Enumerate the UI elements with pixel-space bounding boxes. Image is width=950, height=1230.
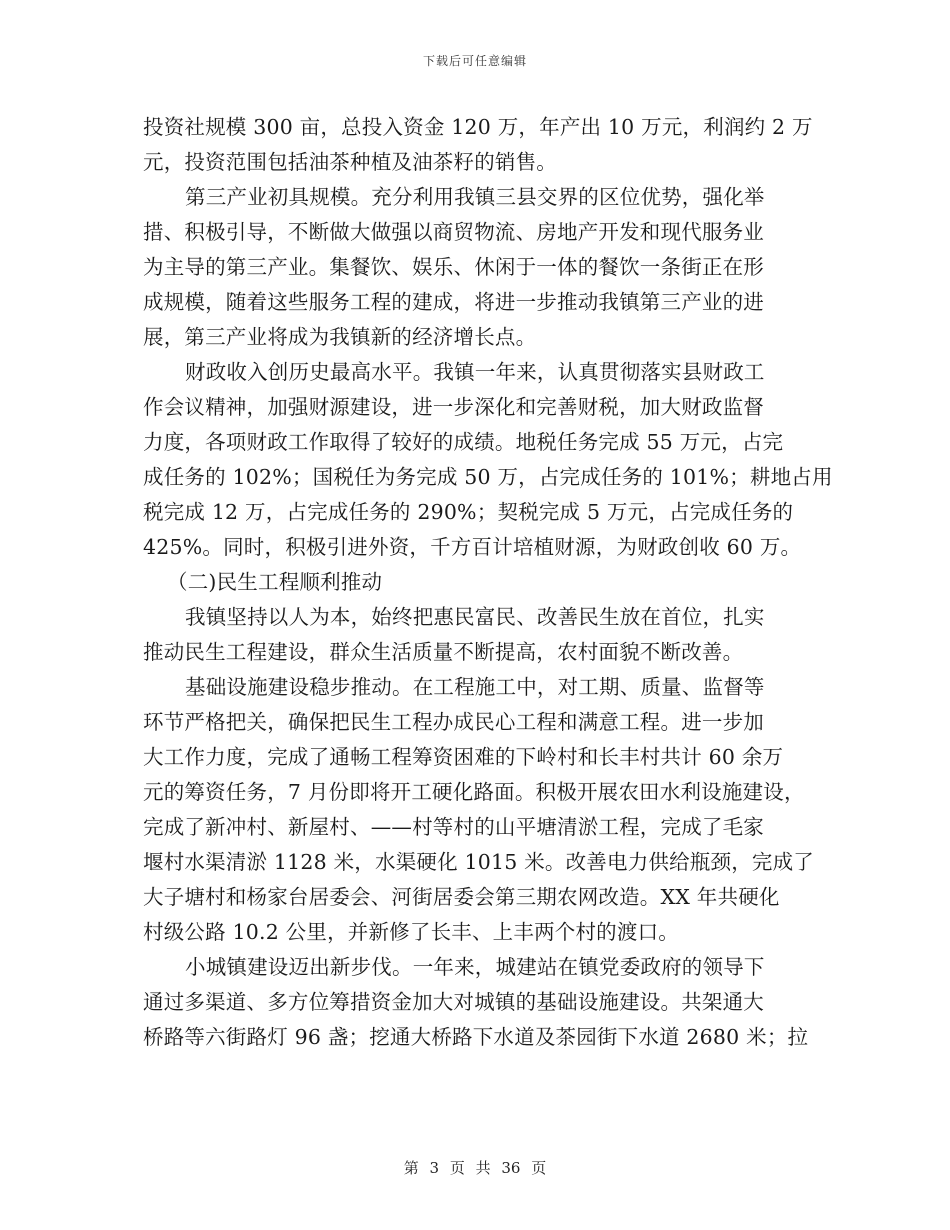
paragraph-start-line: 第三产业初具规模。充分利用我镇三县交界的区位优势，强化举 (185, 185, 765, 209)
text-line: 措、积极引导，不断做大做强以商贸物流、房地产开发和现代服务业 (143, 220, 764, 244)
text-line: 元，投资范围包括油茶种植及油茶籽的销售。 (143, 150, 557, 174)
text-line: 村级公路 10.2 公里，并新修了长丰、上丰两个村的渡口。 (143, 920, 679, 944)
text-line: 作会议精神，加强财源建设，进一步深化和完善财税，加大财政监督 (143, 395, 764, 419)
paragraph-start-line: 小城镇建设迈出新步伐。一年来，城建站在镇党委政府的领导下 (185, 955, 765, 979)
text-line: 元的筹资任务，7 月份即将开工硬化路面。积极开展农田水利设施建设， (143, 780, 805, 804)
text-line: 力度，各项财政工作取得了较好的成绩。地税任务完成 55 万元，占完 (143, 430, 784, 454)
section-heading: （二)民生工程顺利推动 (167, 570, 383, 594)
text-line: 推动民生工程建设，群众生活质量不断提高，农村面貌不断改善。 (143, 640, 744, 664)
text-line: 大子塘村和杨家台居委会、河街居委会第三期农网改造。XX 年共硬化 (143, 885, 780, 909)
text-line: 成规模，随着这些服务工程的建成，将进一步推动我镇第三产业的进 (143, 290, 764, 314)
text-line: 展，第三产业将成为我镇新的经济增长点。 (143, 325, 537, 349)
text-line: 成任务的 102%；国税任为务完成 50 万，占完成任务的 101%；耕地占用 (143, 465, 833, 489)
text-line: 425%。同时，积极引进外资，千方百计培植财源，为财政创收 60 万。 (143, 535, 802, 559)
text-line: 投资社规模 300 亩，总投入资金 120 万，年产出 10 万元，利润约 2 万 (143, 115, 813, 139)
text-line: 通过多渠道、多方位筹措资金加大对城镇的基础设施建设。共架通大 (143, 990, 764, 1014)
page-header: 下载后可任意编辑 (422, 54, 527, 68)
text-line: 大工作力度，完成了通畅工程筹资困难的下岭村和长丰村共计 60 余万 (143, 745, 784, 769)
paragraph-start-line: 我镇坚持以人为本，始终把惠民富民、改善民生放在首位，扎实 (185, 605, 765, 629)
text-line: 税完成 12 万，占完成任务的 290%；契税完成 5 万元，占完成任务的 (143, 500, 794, 524)
document-body (143, 110, 833, 1055)
text-line: 桥路等六街路灯 96 盏；挖通大桥路下水道及茶园街下水道 2680 米；拉 (143, 1025, 809, 1049)
text-line: 为主导的第三产业。集餐饮、娱乐、休闲于一体的餐饮一条街正在形 (143, 255, 764, 279)
paragraph-start-line: 基础设施建设稳步推动。在工程施工中，对工期、质量、监督等 (185, 675, 765, 699)
text-line: 完成了新冲村、新屋村、——村等村的山平塘清淤工程，完成了毛家 (143, 815, 764, 839)
page-footer: 第 3 页 共 36 页 (403, 1159, 547, 1177)
text-line: 堰村水渠清淤 1128 米，水渠硬化 1015 米。改善电力供给瓶颈，完成了 (143, 850, 815, 874)
paragraph-start-line: 财政收入创历史最高水平。我镇一年来，认真贯彻落实县财政工 (185, 360, 765, 384)
text-line: 环节严格把关，确保把民生工程办成民心工程和满意工程。进一步加 (143, 710, 764, 734)
